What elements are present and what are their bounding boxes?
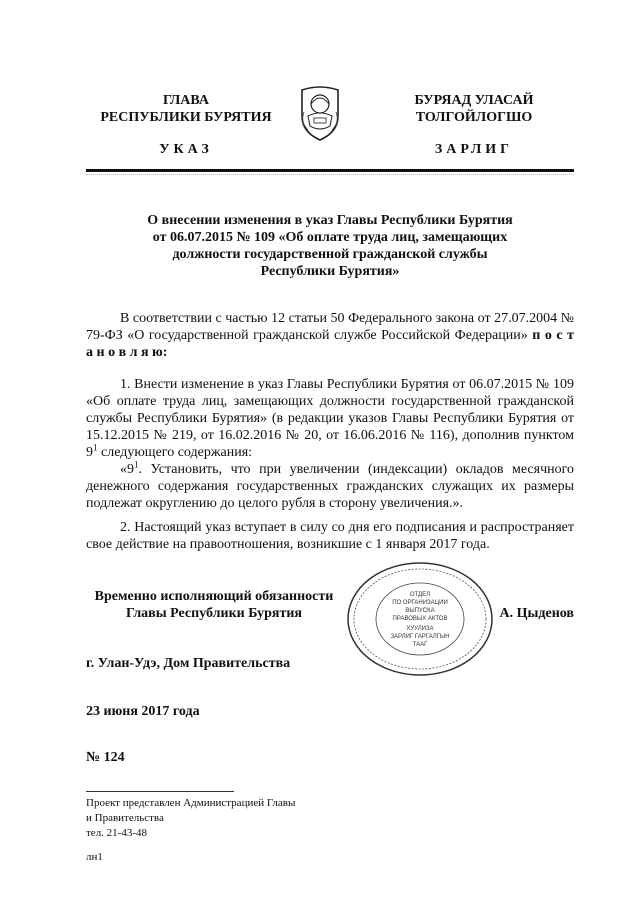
signing-date: 23 июня 2017 года — [86, 704, 200, 719]
stamp-line6: ЗАРЛИГ ГАРГАЛГЫН — [390, 634, 450, 640]
document-title — [100, 212, 560, 280]
header-right-line1: БУРЯАД УЛАСАЙ — [414, 93, 534, 108]
footer-code: лн1 — [86, 851, 103, 863]
quote-paragraph — [86, 461, 574, 512]
item1-end: следующего содержания: — [97, 445, 253, 460]
header-left-line2: РЕСПУБЛИКИ БУРЯТИЯ — [100, 110, 272, 125]
header-left-title — [86, 92, 286, 126]
item2-paragraph — [86, 519, 574, 553]
footer-line3: тел. 21-43-48 — [86, 827, 148, 839]
official-stamp — [345, 560, 495, 678]
stamp-line7: ТААГ — [412, 642, 428, 648]
coat-of-arms-icon — [296, 82, 344, 144]
stamp-line5: ХУУЛИЗА — [406, 626, 434, 632]
preamble-paragraph — [86, 310, 574, 361]
header-left-line1: ГЛАВА — [163, 93, 209, 108]
footer-line1: Проект представлен Администрацией Главы — [86, 797, 296, 809]
signatory-position — [86, 588, 342, 622]
title-line4: Республики Бурятия» — [260, 264, 400, 279]
footer-note — [86, 796, 295, 841]
preamble-text: В соответствии с частью 12 статьи 50 Федерального закона от 27.07.2004 № 79-ФЗ «О государственной гражданской службе Российской Федерации» — [86, 311, 574, 343]
stamp-line3: ВЫПУСКА — [405, 608, 435, 614]
decree-number: № 124 — [86, 750, 125, 765]
footer-rule — [86, 791, 234, 792]
item2-text: 2. Настоящий указ вступает в силу со дня его подписания и распространяет свое действие на правоотношения, возникшие с 1 января 2017 года. — [86, 520, 574, 552]
quote-text: . Установить, что при увеличении (индексации) окладов месячного денежного содержания государственных гражданских служащих их размеры подлежат округлению до целого рубля в сторону увеличения.». — [86, 462, 574, 511]
title-line1: О внесении изменения в указ Главы Республики Бурятия — [147, 213, 513, 228]
position-line2: Главы Республики Бурятия — [125, 606, 302, 621]
item1-paragraph — [86, 376, 574, 461]
stamp-line2: ПО ОРГАНИЗАЦИИ — [392, 600, 448, 606]
title-line3: должности государственной гражданской службы — [172, 247, 488, 262]
position-line1: Временно исполняющий обязанности — [94, 589, 334, 604]
header-right-line2: ТОЛГОЙЛОГШО — [415, 110, 533, 125]
header-dotted-rule — [86, 174, 574, 175]
header-rule — [86, 169, 574, 172]
header-left-doc-type: УКАЗ — [159, 142, 213, 157]
header-right-title — [374, 92, 574, 126]
signatory-name: А. Цыденов — [499, 606, 574, 621]
header-right-doc-type: ЗАРЛИГ — [434, 142, 514, 157]
item1-text: 1. Внести изменение в указ Главы Республики Бурятия от 06.07.2015 № 109 «Об оплате труда лиц, замещающих должности государственной гражданской службы Республики Бурятия» (в редакции указов Главы Республики Бурятия от 15.12.2015 № 219, от 16.02.2016 № 20, от 16.06.2016 № 116), дополнив пунктом 9 — [86, 377, 574, 460]
item1-superscript: 1 — [93, 442, 98, 453]
quote-superscript: 1 — [134, 459, 139, 470]
quote-start: «9 — [120, 462, 134, 477]
preamble-decree-word: п о с т а н о в л я ю: — [86, 328, 575, 360]
stamp-line4: ПРАВОВЫХ АКТОВ — [392, 616, 448, 622]
signing-place: г. Улан-Удэ, Дом Правительства — [86, 656, 291, 671]
stamp-line1: ОТДЕЛ — [409, 592, 431, 598]
title-line2: от 06.07.2015 № 109 «Об оплате труда лиц, замещающих — [152, 230, 508, 245]
footer-line2: и Правительства — [86, 812, 164, 824]
